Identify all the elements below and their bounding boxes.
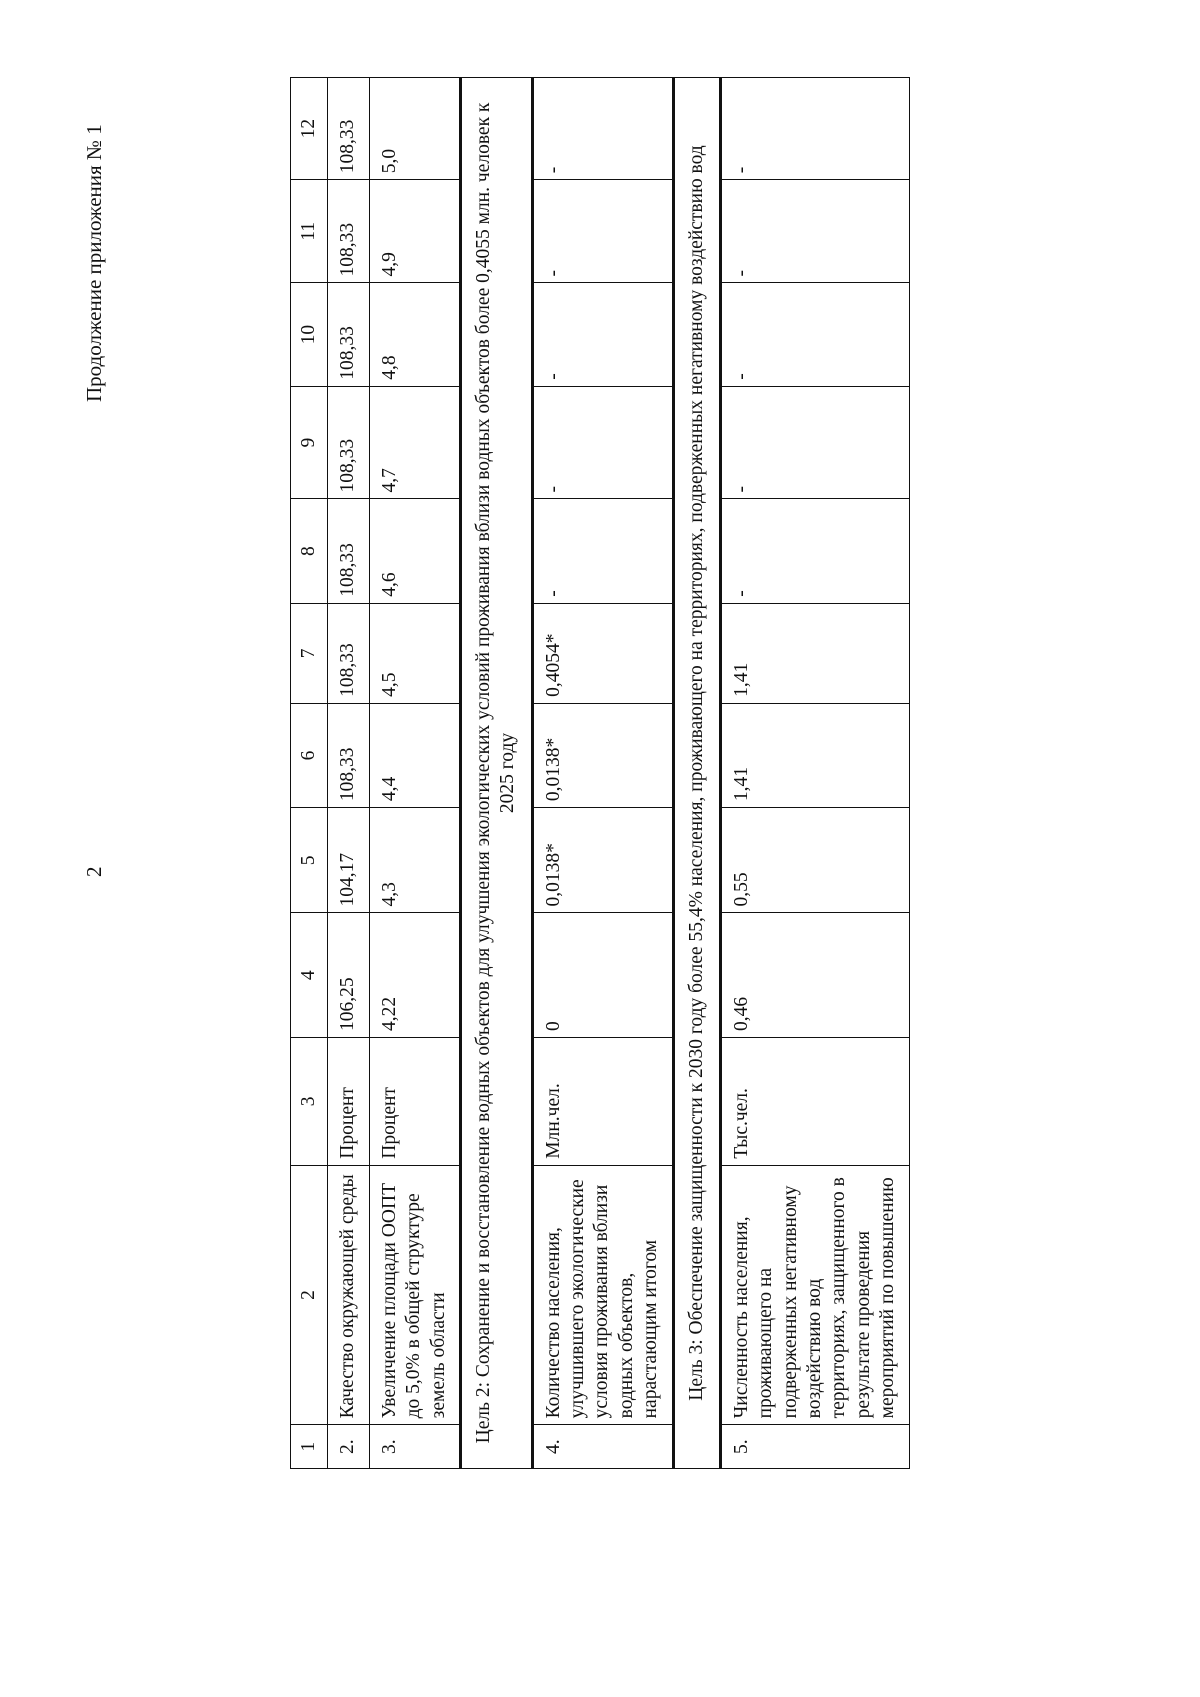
table-body (328, 78, 909, 1469)
column-number-10: 10 (291, 283, 328, 386)
column-number-6: 6 (291, 703, 328, 807)
indicator-name: Численность населения, проживающего на подверженных негативному воздействию вод территориях, защищенного в результате проведения мероприятий по повышению (720, 1165, 909, 1425)
value-cell: 108,33 (328, 499, 369, 603)
value-cell: 4,8 (369, 283, 460, 386)
value-cell: - (532, 180, 673, 283)
indicator-table (290, 77, 910, 1469)
value-cell: 1,41 (720, 703, 909, 807)
column-number-8: 8 (291, 499, 328, 603)
value-cell: 4,3 (369, 808, 460, 913)
unit-of-measure: Тыс.чел. (720, 1038, 909, 1166)
row-index: 5. (720, 1425, 909, 1469)
value-cell: 0,0138* (532, 808, 673, 913)
value-cell: 108,33 (328, 283, 369, 386)
goal-row (460, 78, 532, 1469)
column-number-7: 7 (291, 603, 328, 703)
goal-row (673, 78, 720, 1469)
table-row (532, 78, 673, 1469)
unit-of-measure: Процент (369, 1038, 460, 1166)
value-cell: 4,6 (369, 499, 460, 603)
goal-text: Цель 3: Обеспечение защищенности к 2030 году более 55,4% населения, проживающего на территориях, подверженных негативному воздействию вод (673, 78, 720, 1469)
value-cell: 108,33 (328, 386, 369, 499)
value-cell: 108,33 (328, 78, 369, 180)
column-number-5: 5 (291, 808, 328, 913)
value-cell: - (720, 78, 909, 180)
column-number-11: 11 (291, 180, 328, 283)
unit-of-measure: Млн.чел. (532, 1038, 673, 1166)
value-cell: 5,0 (369, 78, 460, 180)
indicator-name: Увеличение площади ООПТ до 5,0% в общей структуре земель области (369, 1165, 460, 1425)
column-number-9: 9 (291, 386, 328, 499)
value-cell: - (532, 386, 673, 499)
value-cell: 108,33 (328, 180, 369, 283)
column-number-1: 1 (291, 1425, 328, 1469)
value-cell: 4,22 (369, 913, 460, 1038)
value-cell: 0,4054* (532, 603, 673, 703)
value-cell: 104,17 (328, 808, 369, 913)
page-header: Продолжение приложения № 1 (82, 124, 106, 402)
value-cell: 0,0138* (532, 703, 673, 807)
value-cell: 4,4 (369, 703, 460, 807)
value-cell: - (720, 499, 909, 603)
value-cell: 4,5 (369, 603, 460, 703)
page-number: 2 (82, 866, 106, 877)
value-cell: 4,7 (369, 386, 460, 499)
column-number-3: 3 (291, 1038, 328, 1166)
row-index: 4. (532, 1425, 673, 1469)
value-cell: 108,33 (328, 703, 369, 807)
unit-of-measure: Процент (328, 1038, 369, 1166)
value-cell: 0 (532, 913, 673, 1038)
value-cell: - (532, 499, 673, 603)
value-cell: 4,9 (369, 180, 460, 283)
table-row (720, 78, 909, 1469)
goal-text: Цель 2: Сохранение и восстановление водных объектов для улучшения экологических условий проживания вблизи водных объектов более 0,4055 млн. человек к 2025 году (460, 78, 532, 1469)
indicator-table-wrapper (290, 0, 910, 1469)
column-number-12: 12 (291, 78, 328, 180)
value-cell: 0,46 (720, 913, 909, 1038)
value-cell: - (532, 78, 673, 180)
value-cell: - (720, 386, 909, 499)
value-cell: 106,25 (328, 913, 369, 1038)
column-number-4: 4 (291, 913, 328, 1038)
value-cell: 1,41 (720, 603, 909, 703)
column-number-row (291, 78, 328, 1469)
row-index: 2. (328, 1425, 369, 1469)
table-header (291, 78, 328, 1469)
row-index: 3. (369, 1425, 460, 1469)
value-cell: 108,33 (328, 603, 369, 703)
value-cell: - (720, 283, 909, 386)
table-row (328, 78, 369, 1469)
column-number-2: 2 (291, 1165, 328, 1425)
indicator-name: Качество окружающей среды (328, 1165, 369, 1425)
table-row (369, 78, 460, 1469)
indicator-name: Количество населения, улучшившего экологические условия проживания вблизи водных объектов, нарастающим итогом (532, 1165, 673, 1425)
value-cell: - (720, 180, 909, 283)
value-cell: 0,55 (720, 808, 909, 913)
value-cell: - (532, 283, 673, 386)
